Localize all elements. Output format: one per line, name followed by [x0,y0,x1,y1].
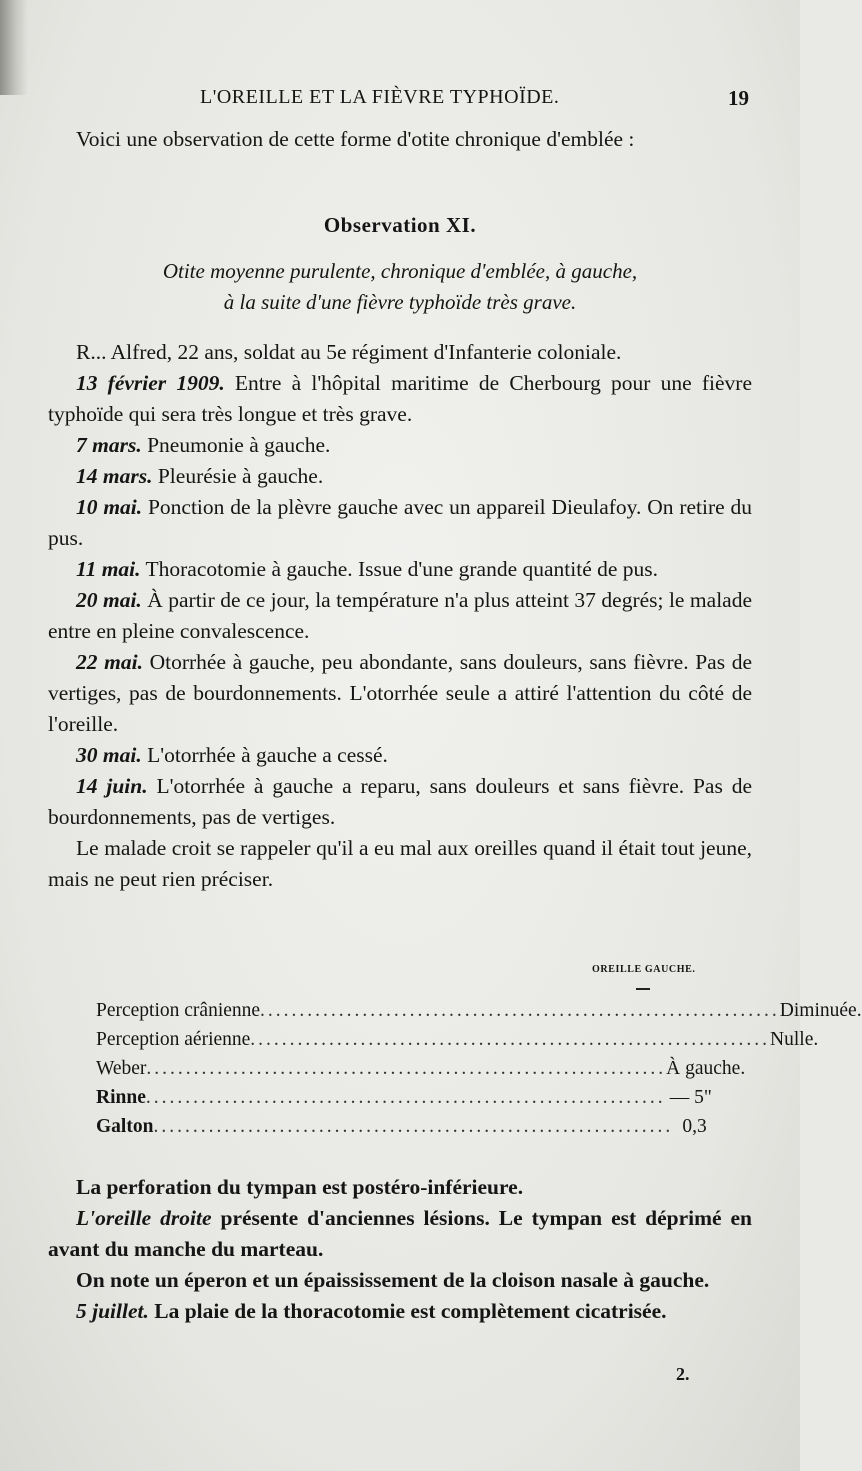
test-value: 0,3 [682,1116,707,1137]
perforation-paragraph: La perforation du tympan est postéro-inférieure. [76,1175,524,1199]
entry-text: La plaie de la thoracotomie est complètement cicatrisée. [148,1299,667,1323]
test-label: Weber [96,1058,147,1079]
right-ear-term: L'oreille droite [76,1206,212,1230]
dot-leader: .................................................................. [145,1087,666,1108]
entry-date: 22 mai. [76,650,143,674]
test-label: Perception crânienne [96,1000,261,1021]
entry-text: L'otorrhée à gauche a reparu, sans douleurs et sans fièvre. Pas de bourdonnements, pas de vertiges. [48,774,752,829]
right-ear-paragraph [48,1203,752,1265]
subtitle-line-2: à la suite d'une fièvre typhoïde très grave. [223,290,577,314]
test-label: Perception aérienne [96,1029,251,1050]
entry-paragraph [48,492,752,554]
test-label: Rinne [96,1087,146,1108]
entry-text: Thoracotomie à gauche. Issue d'une grande quantité de pus. [140,557,659,581]
entry-text: Pneumonie à gauche. [141,433,331,457]
entry-paragraph [48,554,752,585]
entry-date: 30 mai. [76,743,142,767]
entry-text: Pleurésie à gauche. [152,464,324,488]
entry-date: 5 juillet. [76,1299,149,1323]
entry-text: Ponction de la plèvre gauche avec un appareil Dieulafoy. On retire du pus. [48,495,752,550]
entry-paragraph [48,647,752,740]
table-row [96,1058,746,1087]
entry-date: 20 mai. [76,588,142,612]
test-value: — 5" [669,1087,712,1108]
entry-text: L'otorrhée à gauche a cessé. [141,743,388,767]
entry-date: 7 mars. [76,433,142,457]
recall-paragraph: Le malade croit se rappeler qu'il a eu mal aux oreilles quand il était tout jeune, mais ne peut rien préciser. [48,836,752,891]
entry-date: 14 mars. [76,464,153,488]
entry-paragraph [48,368,752,430]
entry-date: 10 mai. [76,495,143,519]
test-value: À gauche. [666,1058,746,1079]
entry-date: 14 juin. [76,774,148,798]
entry-date: 13 février 1909. [76,371,225,395]
table-row [96,1116,716,1145]
entry-text: Otorrhée à gauche, peu abondante, sans douleurs, sans fièvre. Pas de vertiges, pas de bourdonnements. L'otorrhée seule a attiré l'attention du côté de l'oreille. [48,650,752,736]
column-header-rule [636,988,650,990]
patient-paragraph: R... Alfred, 22 ans, soldat au 5e régiment d'Infanterie coloniale. [76,340,622,364]
table-row [96,1000,862,1029]
entry-paragraph [48,771,752,833]
page-edge-shadow [0,0,28,95]
test-value: Diminuée. [779,1000,862,1021]
observation-title: Observation XI. [323,213,477,237]
running-title: L'OREILLE ET LA FIÈVRE TYPHOÏDE. [200,86,560,108]
entry-text: Entre à l'hôpital maritime de Cherbourg pour une fièvre typhoïde qui sera très longue et très grave. [48,371,752,426]
observation-subtitle [80,256,720,318]
intro-paragraph: Voici une observation de cette forme d'otite chronique d'emblée : [76,127,635,151]
entry-text: À partir de ce jour, la température n'a plus atteint 37 degrés; le malade entre en pleine convalescence. [48,588,753,643]
table-column-header: OREILLE GAUCHE. [592,964,696,975]
entry-date: 11 mai. [76,557,141,581]
dot-leader: .................................................................. [153,1116,674,1137]
test-value: Nulle. [770,1029,819,1050]
table-row [96,1029,819,1058]
intro-block [48,124,752,155]
entry-paragraph [48,430,752,461]
dot-leader: .................................................................. [260,1000,780,1021]
dot-leader: .................................................................. [146,1058,667,1079]
page-number: 19 [728,86,749,110]
hearing-tests-table [96,1000,862,1145]
table-row [96,1087,716,1116]
test-label: Galton [96,1116,154,1137]
subtitle-line-1: Otite moyenne purulente, chronique d'emblée, à gauche, [162,259,638,283]
nasal-paragraph: On note un éperon et un épaississement de la cloison nasale à gauche. [76,1268,710,1292]
dot-leader: .................................................................. [250,1029,771,1050]
entry-paragraph [48,461,752,492]
entry-paragraph [48,585,752,647]
final-entry-paragraph [48,1296,752,1327]
conclusion-block [48,1172,752,1327]
entry-paragraph [48,740,752,771]
right-ear-text: présente d'anciennes lésions. Le tympan est déprimé en avant du manche du marteau. [48,1206,752,1261]
case-body [48,337,752,895]
signature-mark: 2. [676,1364,690,1384]
